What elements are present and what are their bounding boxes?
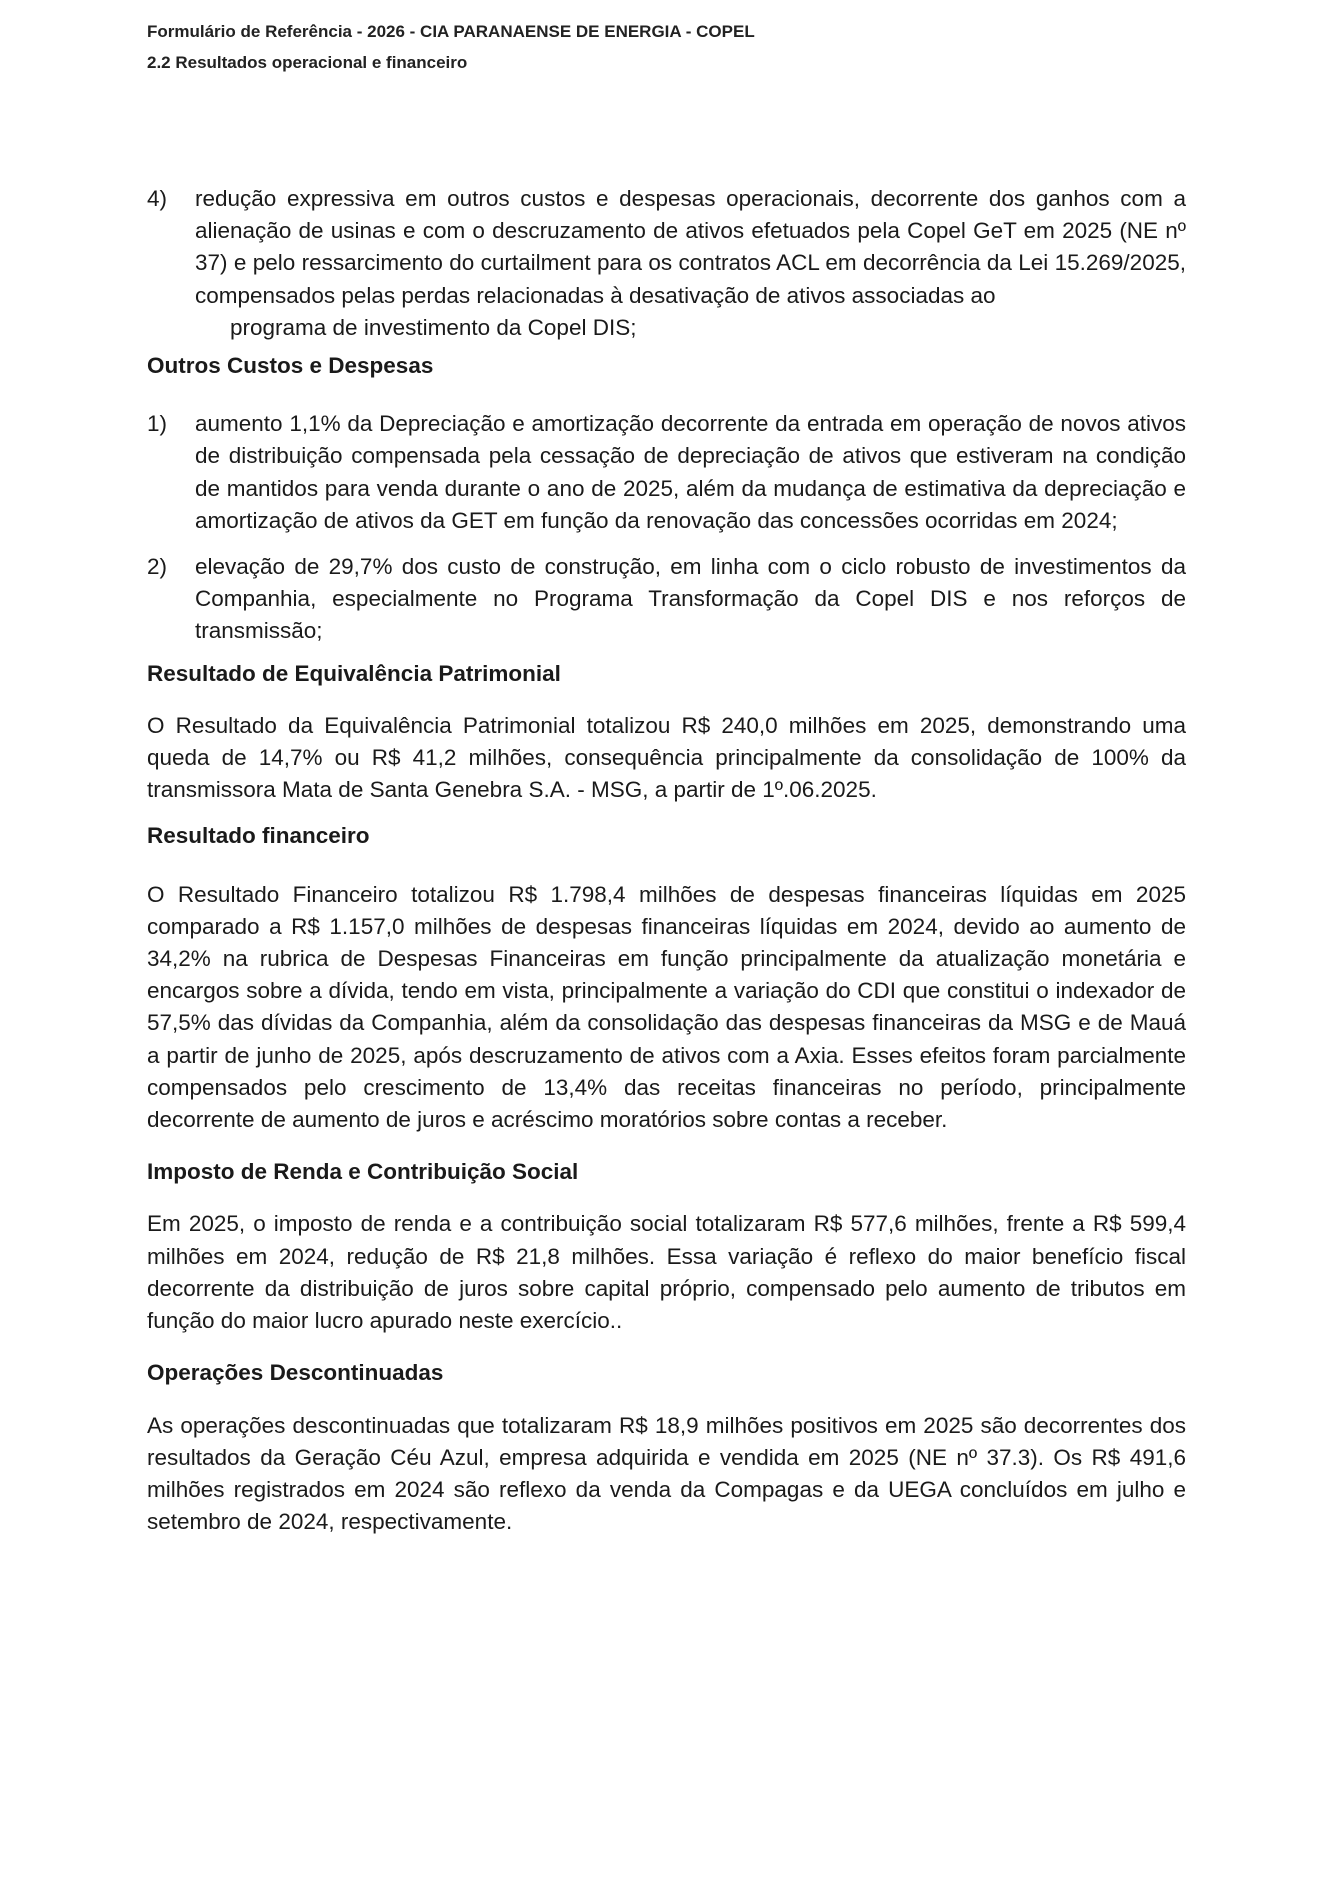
- list-number: 2): [147, 554, 168, 580]
- header-title: Formulário de Referência - 2026 - CIA PARANAENSE DE ENERGIA - COPEL: [147, 22, 755, 41]
- page-header: [147, 16, 755, 78]
- list-text: aumento 1,1% da Depreciação e amortização decorrente da entrada em operação de novos ativos de distribuição compensada pela cessação de depreciação de ativos que estiveram na condição de mantidos para venda durante o ano de 2025, além da mudança de estimativa da depreciação e amortização de ativos da GET em função da renovação das concessões ocorridas em 2024;: [195, 411, 1186, 533]
- heading-outros-custos: Outros Custos e Despesas: [147, 353, 434, 379]
- paragraph-imposto: Em 2025, o imposto de renda e a contribuição social totalizaram R$ 577,6 milhões, frente a R$ 599,4 milhões em 2024, redução de R$ 21,8 milhões. Essa variação é reflexo do maior benefício fiscal decorrente da distribuição de juros sobre capital próprio, compensado pelo aumento de tributos em função do maior lucro apurado neste exercício..: [147, 1211, 1186, 1334]
- list-text: elevação de 29,7% dos custo de construção, em linha com o ciclo robusto de investimentos da Companhia, especialmente no Programa Transformação da Copel DIS e nos reforços de transmissão;: [195, 554, 1186, 644]
- header-section: 2.2 Resultados operacional e financeiro: [147, 53, 468, 72]
- paragraph-descontinuadas: As operações descontinuadas que totalizaram R$ 18,9 milhões positivos em 2025 são decorrentes dos resultados da Geração Céu Azul, empresa adquirida e vendida em 2025 (NE nº 37.3). Os R$ 491,6 milhões registrados em 2024 são reflexo da venda da Compagas e da UEGA concluídos em julho e setembro de 2024, respectivamente.: [147, 1412, 1186, 1535]
- list-number: 4): [147, 186, 168, 211]
- list-item-4: [147, 183, 1186, 312]
- list-number: 1): [147, 411, 168, 437]
- list-item-2: [147, 551, 1186, 648]
- heading-descontinuadas: Operações Descontinuadas: [147, 1360, 444, 1386]
- heading-imposto: Imposto de Renda e Contribuição Social: [147, 1159, 579, 1185]
- document-body: [147, 183, 1186, 1538]
- list-text: redução expressiva em outros custos e despesas operacionais, decorrente dos ganhos com a alienação de usinas e com o descruzamento de ativos efetuados pela Copel GeT em 2025 (NE nº 37) e pelo ressarcimento do curtailment para os contratos ACL em decorrência da Lei 15.269/2025, compensados pelas perdas relacionadas à desativação de ativos associadas ao: [195, 186, 1186, 308]
- heading-financeiro: Resultado financeiro: [147, 823, 370, 849]
- heading-equivalencia: Resultado de Equivalência Patrimonial: [147, 660, 561, 686]
- list-item-1: [147, 408, 1186, 537]
- list-item-4-continuation: programa de investimento da Copel DIS;: [230, 314, 637, 340]
- paragraph-equivalencia: O Resultado da Equivalência Patrimonial totalizou R$ 240,0 milhões em 2025, demonstrando uma queda de 14,7% ou R$ 41,2 milhões, consequência principalmente da consolidação de 100% da transmissora Mata de Santa Genebra S.A. - MSG, a partir de 1º.06.2025.: [147, 712, 1186, 803]
- paragraph-financeiro: O Resultado Financeiro totalizou R$ 1.798,4 milhões de despesas financeiras líquidas em 2025 comparado a R$ 1.157,0 milhões de despesas financeiras líquidas em 2024, devido ao aumento de 34,2% na rubrica de Despesas Financeiras em função principalmente da atualização monetária e encargos sobre a dívida, tendo em vista, principalmente a variação do CDI que constitui o indexador de 57,5% das dívidas da Companhia, além da consolidação das despesas financeiras da MSG e de Mauá a partir de junho de 2025, após descruzamento de ativos com a Axia. Esses efeitos foram parcialmente compensados pelo crescimento de 13,4% das receitas financeiras no período, principalmente decorrente de aumento de juros e acréscimo moratórios sobre contas a receber.: [147, 881, 1186, 1133]
